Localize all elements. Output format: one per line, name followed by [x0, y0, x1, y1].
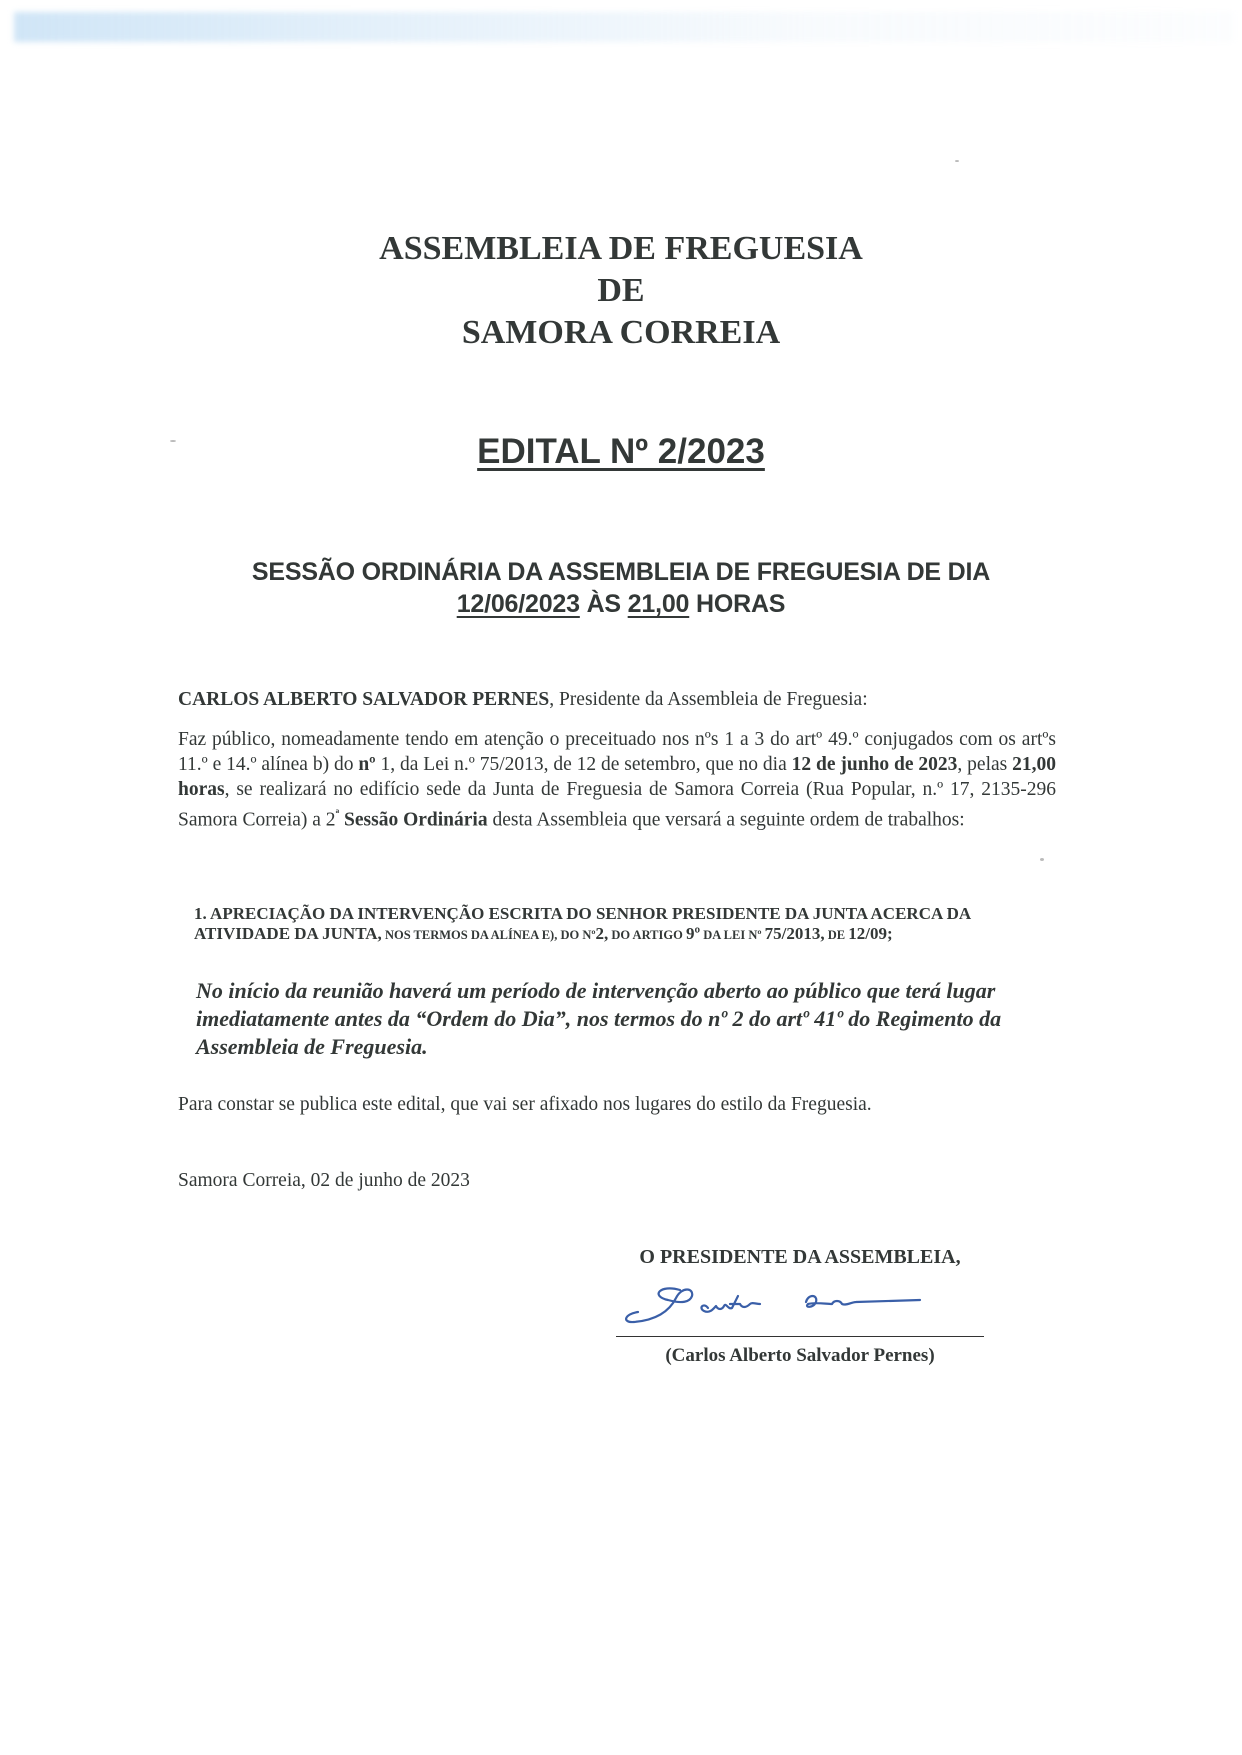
signature-title: O PRESIDENTE DA ASSEMBLEIA, — [639, 1246, 961, 1268]
title-line-3: SAMORA CORREIA — [461, 314, 781, 351]
session-as: ÀS — [586, 590, 621, 618]
closing-paragraph: Para constar se publica este edital, que vai ser afixado nos lugares do estilo da Freguesia. — [178, 1094, 872, 1115]
agenda-item-ref: NOS TERMOS DA ALÍNEA E), DO Nº — [381, 928, 596, 942]
announcement-paragraph — [178, 727, 1056, 833]
agenda-item-ref: DA LEI Nº — [700, 928, 765, 942]
edital-label: EDITAL Nº 2/2023 — [477, 432, 765, 471]
announcement-text: 1, da Lei n.º 75/2013, de 12 de setembro, que no dia — [375, 754, 792, 775]
meeting-date: 12 de junho de 2023 — [791, 754, 958, 775]
scan-speck — [955, 160, 959, 162]
announcement-text: , se realizará no edifício sede da Junta de Freguesia de Samora Correia (Rua Popular, n.º 17, 2135-296 Samora Correia) a 2 — [178, 779, 1056, 831]
agenda-item-ref: 12/09; — [848, 924, 893, 943]
session-line-2 — [0, 588, 1242, 620]
scan-speck — [1040, 858, 1044, 861]
session-time: 21,00 — [627, 590, 690, 618]
announcement-bold-no: nº — [358, 754, 376, 775]
agenda-item-main: 1. APRECIAÇÃO DA INTERVENÇÃO ESCRITA DO SENHOR PRESIDENTE DA JUNTA ACERCA DA ATIVIDADE DA JUNTA, — [194, 904, 971, 943]
agenda-item-1 — [194, 904, 1064, 945]
session-line-1: SESSÃO ORDINÁRIA DA ASSEMBLEIA DE FREGUESIA DE DIA — [251, 558, 991, 586]
document-title — [0, 228, 1242, 354]
announcement-text: Faz público, nomeadamente tendo em atenção o preceituado nos nºs 1 a 3 do artº 49.º conjugados com os artºs 11.º e 14.º alínea b) do — [178, 729, 1056, 775]
session-hours: HORAS — [695, 590, 786, 618]
intro-line — [178, 687, 1056, 712]
signature-line — [616, 1336, 984, 1337]
announcement-text: desta Assembleia que versará a seguinte ordem de trabalhos: — [487, 809, 965, 831]
agenda-item-ref: DE — [824, 928, 849, 942]
announcement-text: , pelas — [957, 754, 1013, 775]
ordinal-sup: ª — [335, 807, 340, 821]
handwritten-signature-icon — [620, 1274, 980, 1334]
president-name: CARLOS ALBERTO SALVADOR PERNES — [178, 689, 550, 710]
title-line-1: ASSEMBLEIA DE FREGUESIA — [379, 230, 863, 267]
session-type: Sessão Ordinária — [339, 809, 488, 831]
session-date: 12/06/2023 — [456, 590, 580, 618]
agenda-item-ref: 75/2013, — [764, 924, 825, 943]
title-line-2: DE — [597, 272, 645, 309]
signature-block — [615, 1244, 985, 1367]
agenda-item-ref: 9º — [685, 924, 701, 943]
signatory-name: (Carlos Alberto Salvador Pernes) — [665, 1345, 935, 1366]
public-intervention-note: No início da reunião haverá um período de intervenção aberto ao público que terá lugar imediatamente antes da “Ordem do Dia”, nos termos do nº 2 do artº 41º do Regimento da Assembleia de Freguesia. — [196, 978, 1002, 1059]
session-heading — [0, 556, 1242, 620]
agenda-item-ref: DO ARTIGO — [608, 928, 686, 942]
edital-number — [0, 432, 1242, 472]
president-role: , Presidente da Assembleia de Freguesia: — [549, 689, 868, 710]
meeting-time: 21,00 horas — [178, 754, 1056, 800]
place-date: Samora Correia, 02 de junho de 2023 — [178, 1170, 470, 1191]
scan-artifact-band — [14, 12, 1234, 42]
agenda-item-ref: 2, — [595, 924, 609, 943]
